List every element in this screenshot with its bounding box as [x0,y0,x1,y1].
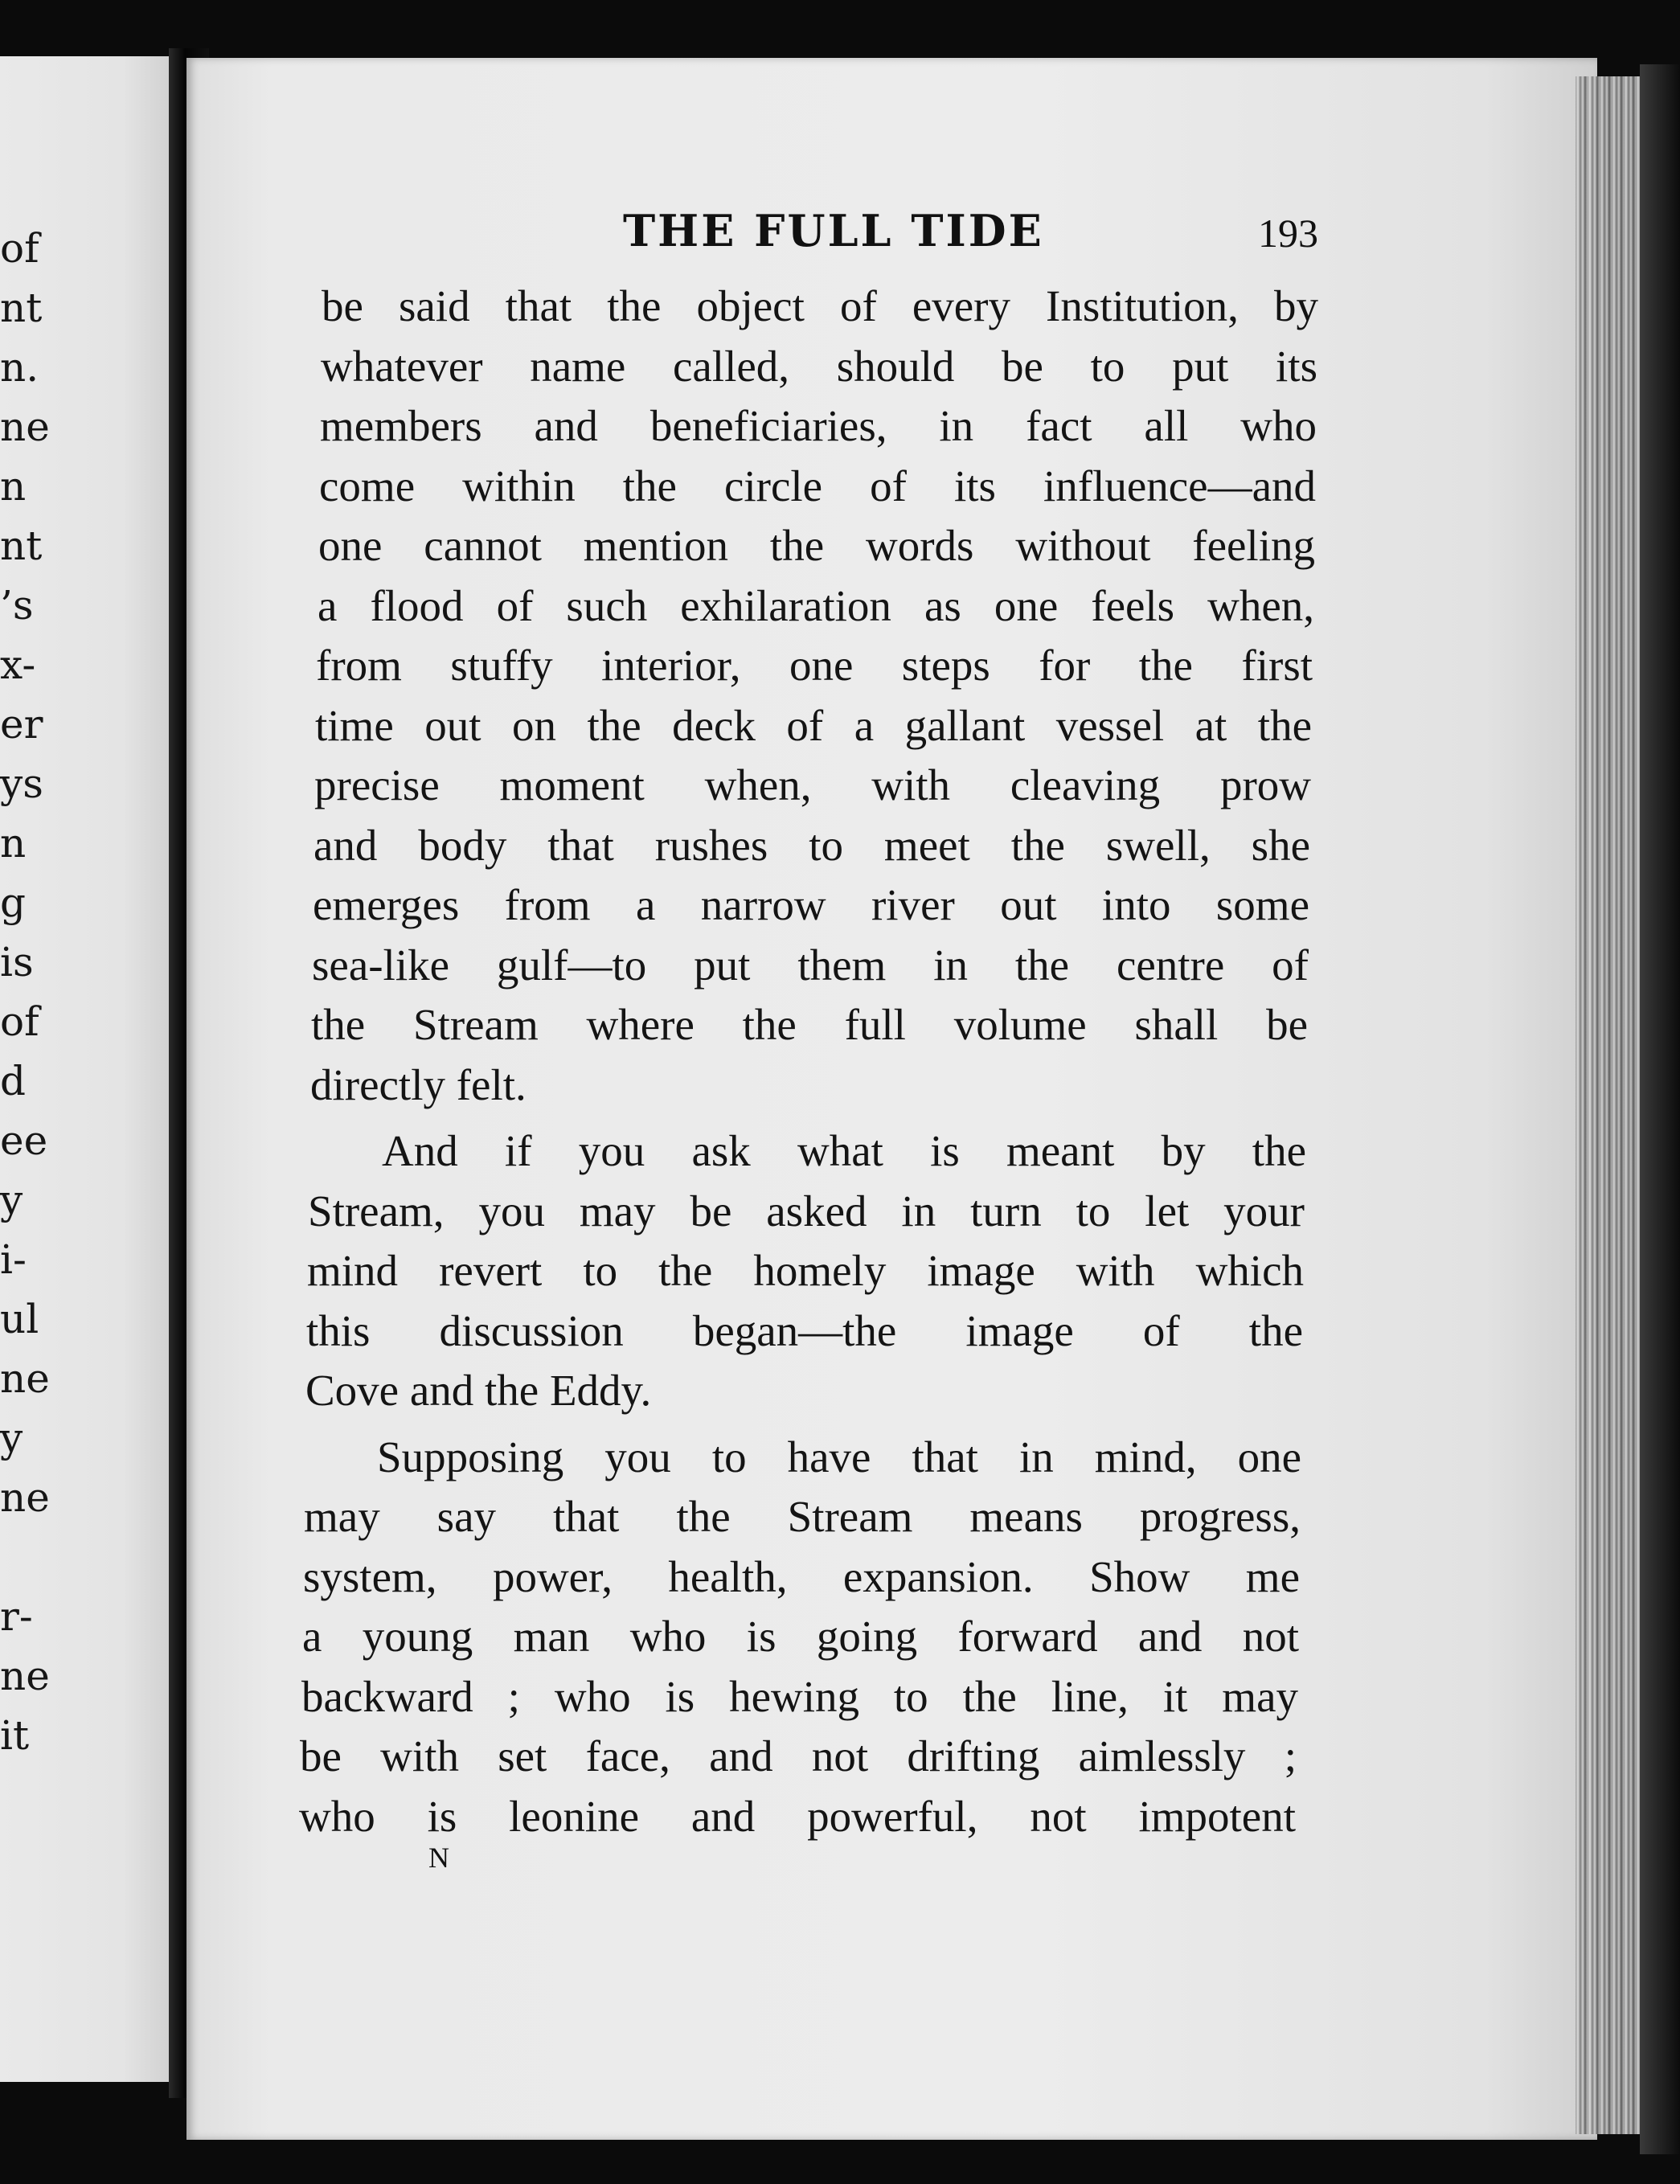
text-line: system, power, health, expansion. Show me [303,1551,1300,1601]
text-line: emerges from a narrow river out into some [313,880,1309,929]
left-page-fragment: ne [0,404,50,450]
left-page-fragment: d [0,1058,27,1104]
text-line: and body that rushes to meet the swell, she [313,820,1310,870]
book-cover-edge [1640,64,1680,2154]
left-page-fragment: g [0,879,27,926]
text-line: sea-like gulf—to put them in the centre of [312,940,1309,990]
left-page-fragment: n [0,820,27,867]
left-page-fragment: ’s [0,582,34,629]
text-line: be said that the object of every Institution, by [322,281,1318,330]
left-page-fragment: of [0,998,39,1045]
text-line: a flood of such exhilaration as one feels when, [318,580,1314,630]
text-line: mind revert to the homely image with which [307,1246,1304,1295]
text-line: may say that the Stream means progress, [304,1492,1301,1541]
text-line: precise moment when, with cleaving prow [314,760,1311,809]
left-page-fragment: x- [0,641,36,688]
text-line: And if you ask what is meant by the [382,1126,1306,1175]
left-page-fragment: ys [0,760,43,807]
text-line: backward ; who is hewing to the line, it may [301,1671,1298,1721]
left-page-fragment: ee [0,1117,48,1164]
left-page-fragment: n. [0,344,39,391]
left-page-fragment: nt [0,522,43,569]
running-head [0,205,1680,261]
text-line: directly felt. [310,1059,527,1109]
text-line: from stuffy interior, one steps for the first [316,641,1313,690]
left-page-fragment: ne [0,1355,50,1402]
left-page-fragment: y [0,1177,23,1223]
text-line: a young man who is going forward and not [302,1612,1299,1661]
signature-mark: N [428,1842,449,1874]
page-number: 193 [1258,211,1318,256]
text-line: time out on the deck of a gallant vessel at the [315,700,1312,750]
text-line: the Stream where the full volume shall be [311,1000,1308,1049]
previous-page-edge [0,56,175,2082]
left-page-fragment: i- [0,1236,27,1283]
text-line: Stream, you may be asked in turn to let your [308,1186,1305,1235]
left-page-fragment: ne [0,1653,50,1699]
left-page-fragment: ne [0,1474,50,1521]
left-page-fragment: r- [0,1593,33,1640]
text-line: Supposing you to have that in mind, one [377,1432,1301,1481]
left-page-fragment: y [0,1415,23,1461]
text-line: be with set face, and not drifting aimlessly ; [300,1731,1297,1780]
left-page-fragment: n [0,463,27,510]
left-page-fragment: er [0,701,43,748]
left-page-fragment: of [0,225,39,272]
left-page-fragment: ul [0,1296,39,1342]
left-page-fragment: it [0,1712,30,1759]
text-line: this discussion began—the image of the [306,1305,1303,1355]
running-title: THE FULL TIDE [623,205,1044,256]
text-line: who is leonine and powerful, not impotent [299,1791,1296,1841]
left-page-fragment: nt [0,285,43,331]
text-line: come within the circle of its influence—and [319,461,1316,510]
left-page-fragment: is [0,939,34,985]
text-line: Cove and the Eddy. [305,1366,652,1415]
text-line: whatever name called, should be to put its [321,341,1317,391]
text-line: one cannot mention the words without feeling [318,521,1315,570]
text-line: members and beneficiaries, in fact all who [320,401,1317,450]
